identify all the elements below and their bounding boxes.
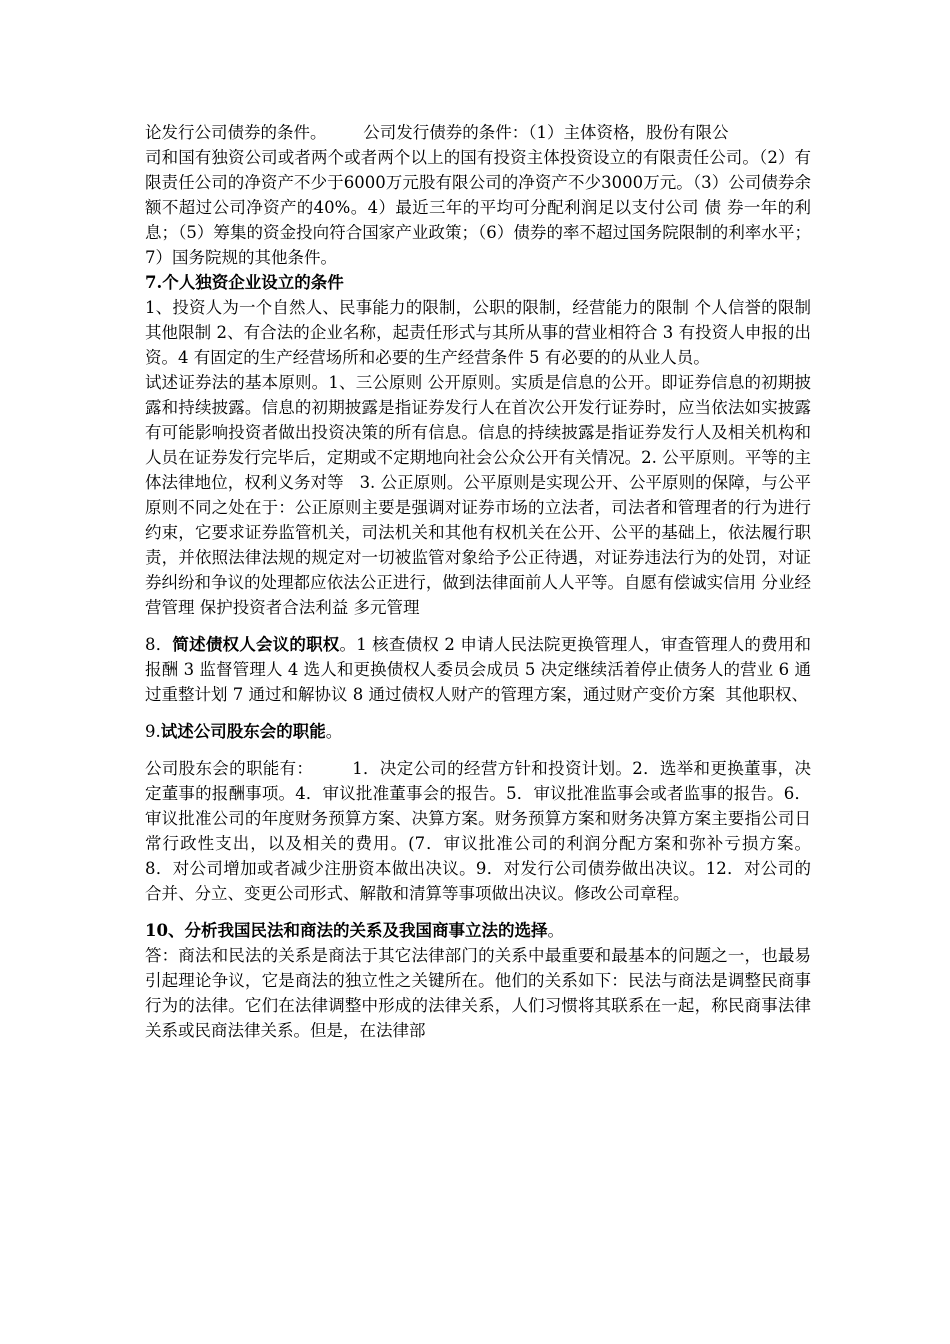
document-page bbox=[145, 120, 832, 1043]
paragraph-creditors-meeting bbox=[145, 632, 811, 707]
heading-9-number: 9. bbox=[145, 722, 161, 741]
heading-7-text: 7.个人独资企业设立的条件 bbox=[145, 273, 344, 292]
paragraph-bond-conditions: 论发行公司债券的条件。 公司发行债券的条件：（1）主体资格，股份有限公 司和国有独资公司或者两个或者两个以上的国有投资主体投资设立的有限责任公司。（2）有限责任公司的净资产不少于6000万元股有限公司的净资产不少3000万元。（3）公司债券余额不超过公司净资产的40%。4）最近三年的平均可分配利润足以支付公司 债 券一年的利息；（5）筹集的资金投向符合国家产业政策；（6）债券的率不超过国务院限制的利率水平；7）国务院规的其他条件。 bbox=[145, 123, 811, 267]
heading-10-tail: 。 bbox=[547, 921, 564, 940]
paragraph-securities-principles: 试述证券法的基本原则。1、三公原则 公开原则。实质是信息的公开。即证券信息的初期披露和持续披露。信息的初期披露是指证券发行人在首次公开发行证券时，应当依法如实披露有可能影响投资者做出投资决策的所有信息。信息的持续披露是指证券发行人及相关机构和人员在证券发行完毕后，定期或不定期地向社会公众公开有关情况。2. 公平原则。平等的主体法律地位，权利义务对等 3. 公正原则。公平原则是实现公开、公平原则的保障，与公平原则不同之处在于：公正原则主要是强调对证券市场的立法者，司法者和管理者的行为进行约束，它要求证券监管机关，司法机关和其他有权机关在公开、公平的基础上，依法履行职责，并依照法律法规的规定对一切被监管对象给予公正待遇，对证券违法行为的处罚，对证券纠纷和争议的处理都应依法公正进行，做到法律面前人人平等。自愿有偿诚实信用 分业经营管理 保护投资者合法利益 多元管理 bbox=[145, 373, 811, 617]
heading-9-tail: 。 bbox=[325, 722, 343, 741]
heading-9-title: 试述公司股东会的职能 bbox=[160, 722, 326, 741]
paragraph-civil-commercial-law: 答：商法和民法的关系是商法于其它法律部门的关系中最重要和最基本的问题之一，也最易引起理论争议，它是商法的独立性之关键所在。他们的关系如下：民法与商法是调整民商事行为的法律。它们在法律调整中形成的法律关系，人们习惯将其联系在一起，称民商事法律关系或民商法律关系。但是，在法律部 bbox=[145, 946, 811, 1040]
heading-10-title: 10、分析我国民法和商法的关系及我国商事立法的选择 bbox=[145, 921, 548, 940]
paragraph-shareholders-functions: 公司股东会的职能有： 1．决定公司的经营方针和投资计划。2．选举和更换董事，决定董事的报酬事项。4．审议批准董事会的报告。5．审议批准监事会或者监事的报告。6．审议批准公司的年度财务预算方案、决算方案。财务预算方案和财务决算方案主要指公司日常行政性支出，以及相关的费用。(7．审议批准公司的利润分配方案和弥补亏损方案。 8．对公司增加或者减少注册资本做出决议。9．对发行公司债券做出决议。12．对公司的合并、分立、变更公司形式、解散和清算等事项做出决议。修改公司章程。 bbox=[145, 759, 832, 903]
heading-shareholders-meeting bbox=[145, 719, 811, 744]
heading-8-title: 简述债权人会议的职权 bbox=[172, 635, 340, 654]
paragraph-sole-proprietorship: 1、投资人为一个自然人、民事能力的限制，公职的限制，经营能力的限制 个人信誉的限制 其他限制 2、有合法的企业名称，起责任形式与其所从事的营业相符合 3 有投资人申报的出资。4 有固定的生产经营场所和必要的生产经营条件 5 有必要的的从业人员。 bbox=[145, 298, 817, 367]
heading-sole-proprietorship bbox=[145, 270, 811, 295]
creditors-meeting-body: 。1 核查债权 2 申请人民法院更换管理人，审查管理人的费用和报酬 3 监督管理人 4 选人和更换债权人委员会成员 5 决定继续活着停止债务人的营业 6 通过重整计划 7 通过和解协议 8 通过债权人财产的管理方案，通过财产变价方案 其他职权、 bbox=[145, 635, 812, 704]
heading-8-number: 8． bbox=[145, 635, 173, 654]
heading-civil-commercial-law bbox=[145, 918, 811, 943]
